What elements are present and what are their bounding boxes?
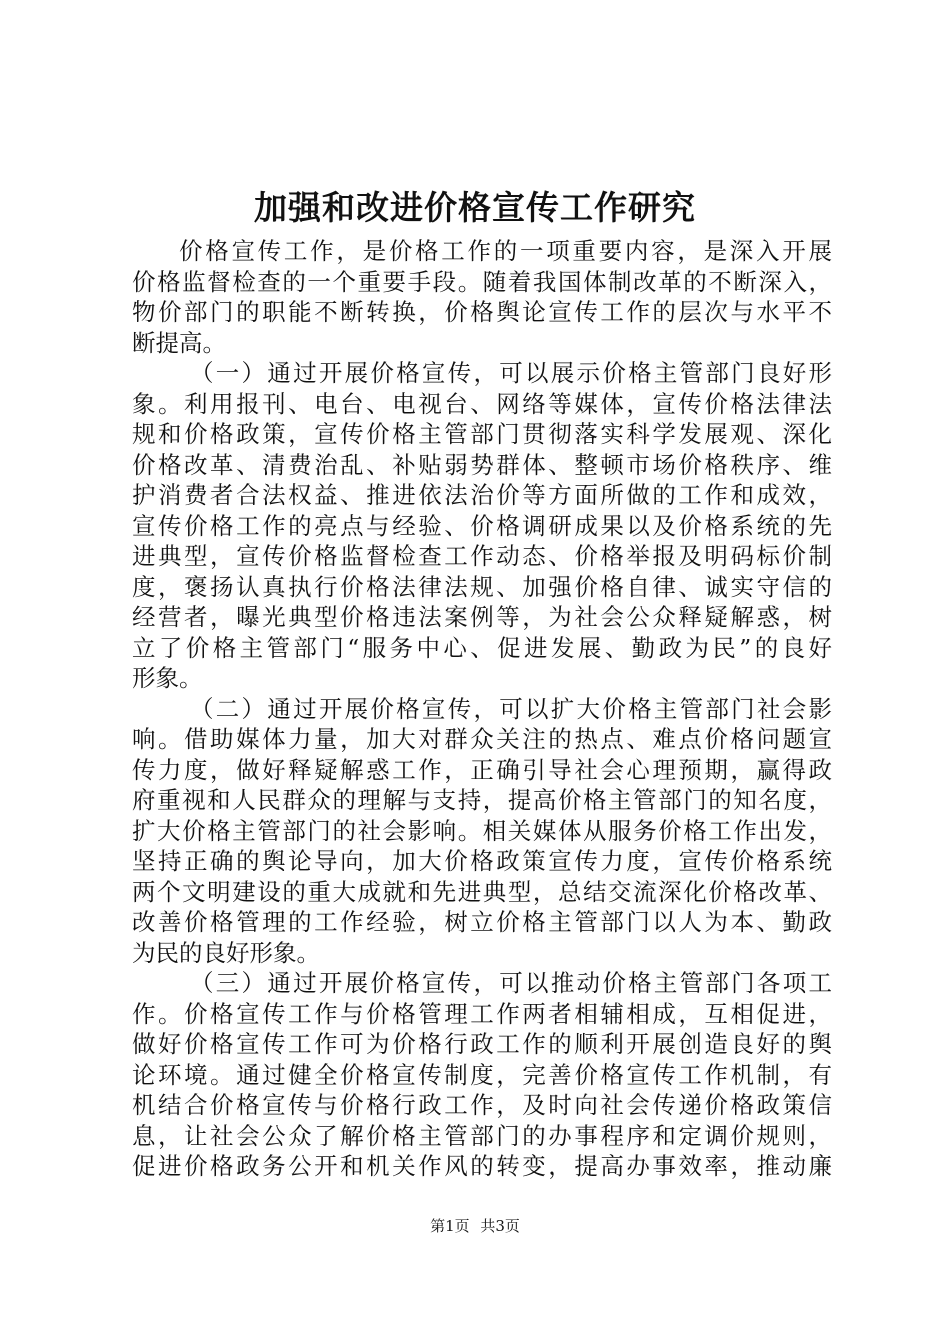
text-line: （一）通过开展价格宣传，可以展示价格主管部门良好形	[190, 359, 832, 387]
text-line: 断提高。	[132, 328, 226, 357]
text-line: 象。利用报刊、电台、电视台、网络等媒体，宣传价格法律法	[132, 389, 832, 418]
text-line: 扩大价格主管部门的社会影响。相关媒体从服务价格工作出发，	[132, 816, 832, 845]
text-line: 价格改革、清费治乱、补贴弱势群体、整顿市场价格秩序、维	[132, 450, 832, 479]
text-line: 进典型，宣传价格监督检查工作动态、价格举报及明码标价制	[132, 542, 832, 570]
text-line: 物价部门的职能不断转换，价格舆论宣传工作的层次与水平不	[132, 298, 832, 326]
text-line: 价格宣传工作，是价格工作的一项重要内容，是深入开展	[179, 237, 832, 265]
text-line: 为民的良好形象。	[132, 938, 320, 967]
text-line: 宣传价格工作的亮点与经验、价格调研成果以及价格系统的先	[132, 511, 832, 540]
text-line: 响。借助媒体力量，加大对群众关注的热点、难点价格问题宣	[132, 725, 832, 753]
text-line: 坚持正确的舆论导向，加大价格政策宣传力度，宣传价格系统	[132, 847, 832, 875]
text-line: 传力度，做好释疑解惑工作，正确引导社会心理预期，赢得政	[132, 755, 832, 784]
page-footer	[0, 1216, 950, 1236]
text-line: 价格监督检查的一个重要手段。随着我国体制改革的不断深入，	[132, 267, 832, 296]
text-line: 经营者，曝光典型价格违法案例等，为社会公众释疑解惑，树	[132, 603, 832, 631]
text-line: 作。价格宣传工作与价格管理工作两者相辅相成，互相促进，	[132, 999, 832, 1028]
document-title: 加强和改进价格宣传工作研究	[254, 188, 696, 227]
page-total: 共3页	[480, 1217, 520, 1235]
text-line: 息，让社会公众了解价格主管部门的办事程序和定调价规则，	[132, 1121, 832, 1150]
text-line: （二）通过开展价格宣传，可以扩大价格主管部门社会影	[190, 694, 832, 723]
text-line: 做好价格宣传工作可为价格行政工作的顺利开展创造良好的舆	[132, 1030, 832, 1058]
text-line: 促进价格政务公开和机关作风的转变，提高办事效率，推动廉	[132, 1152, 832, 1180]
text-line: 论环境。通过健全价格宣传制度，完善价格宣传工作机制，有	[132, 1060, 832, 1089]
text-line: 规和价格政策，宣传价格主管部门贯彻落实科学发展观、深化	[132, 420, 832, 448]
text-line: 护消费者合法权益、推进依法治价等方面所做的工作和成效，	[132, 481, 832, 509]
text-line: 形象。	[132, 664, 203, 692]
text-line: 府重视和人民群众的理解与支持，提高价格主管部门的知名度，	[132, 786, 832, 814]
text-line: （三）通过开展价格宣传，可以推动价格主管部门各项工	[190, 969, 832, 997]
text-line: 立了价格主管部门“服务中心、促进发展、勤政为民”的良好	[132, 633, 832, 662]
document-body	[132, 236, 832, 1182]
text-line: 度，褒扬认真执行价格法律法规、加强价格自律、诚实守信的	[132, 572, 832, 601]
text-line: 两个文明建设的重大成就和先进典型，总结交流深化价格改革、	[132, 877, 832, 906]
page-number: 第1页	[430, 1217, 470, 1235]
text-line: 机结合价格宣传与价格行政工作，及时向社会传递价格政策信	[132, 1091, 832, 1119]
text-line: 改善价格管理的工作经验，树立价格主管部门以人为本、勤政	[132, 908, 832, 936]
